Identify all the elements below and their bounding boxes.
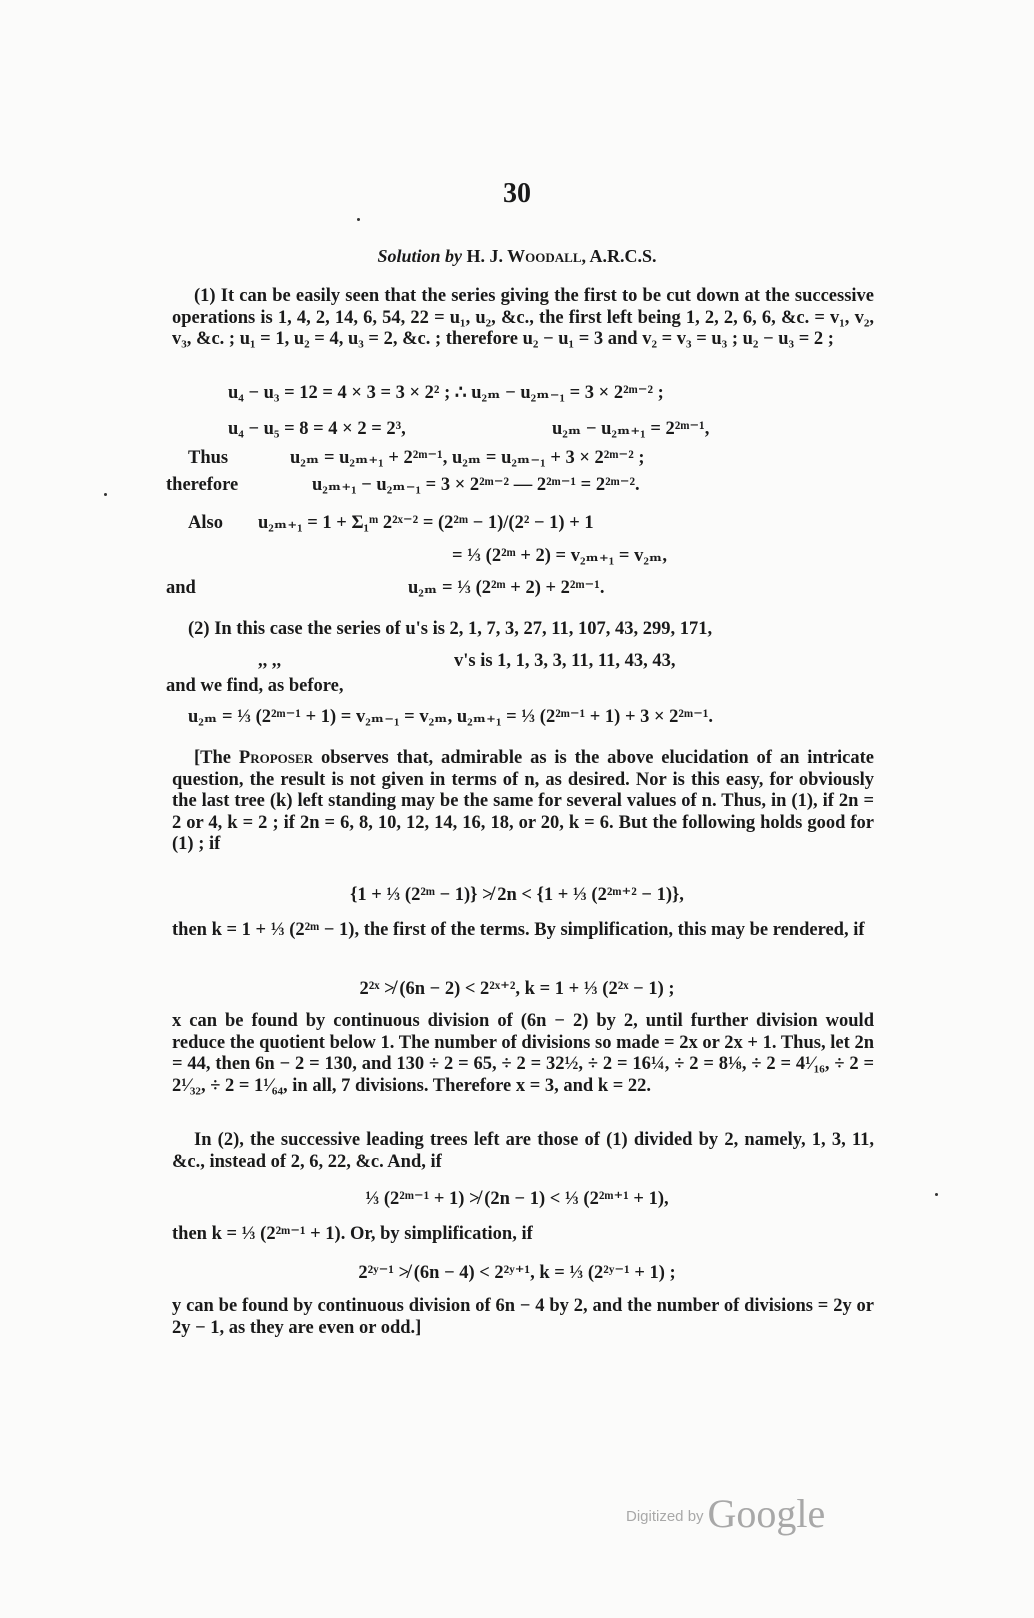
digitized-text: Digitized by [626,1508,704,1525]
digitized-watermark [626,1490,825,1537]
heading-prefix: Solution by [377,246,462,266]
page-number: 30 [503,178,531,209]
speck-mark [357,218,360,221]
paragraph-8: y can be found by continuous division of 6n − 4 by 2, and the number of divisions = 2y or 2y − 1, as they are even or odd.] [172,1296,874,1338]
inequality-2: 2²ˣ ≯ (6n − 2) < 2²ˣ⁺², k = 1 + ⅓ (2²ˣ − 1) ; [359,979,675,999]
heading-author: H. J. Woodall, A.R.C.S. [466,246,657,266]
inequality-3: ⅓ (2²ᵐ⁻¹ + 1) ≯ (2n − 1) < ⅓ (2²ᵐ⁺¹ + 1), [365,1189,669,1209]
paragraph-4: then k = 1 + ⅓ (2²ᵐ − 1), the first of the terms. By simplification, this may be rendered, if [172,920,865,940]
inequality-1: {1 + ⅓ (2²ᵐ − 1)} ≯ 2n < {1 + ⅓ (2²ᵐ⁺² − 1)}, [350,885,684,905]
solution-heading [0,246,1034,267]
and-equation: u₂ₘ = ⅓ (2²ᵐ + 2) + 2²ᵐ⁻¹. [408,578,605,598]
ditto-marks: ,, ,, [258,651,282,671]
equation-1b-right: u₂ₘ − u₂ₘ₊₁ = 2²ᵐ⁻¹, [552,419,710,439]
proposer-paragraph: [The Proposer observes that, admirable as is the above elucidation of an intricate question, the result is not given in terms of n, as desired. Nor is this easy, for obviously the last tree (k) left standing may be the same for several values of n. Thus, in (1), if 2n = 2 or 4, k = 2 ; if 2n = 6, 8, 10, 12, 14, 16, 18, or 20, k = 6. But the following holds good for (1) ; if [172,748,875,854]
also-equation-2: = ⅓ (2²ᵐ + 2) = v₂ₘ₊₁ = v₂ₘ, [452,546,667,566]
therefore-label: therefore [166,475,239,495]
paragraph-1: (1) It can be easily seen that the series giving the first to be cut down at the successive operations is 1, 4, 2, 14, 6, 54, 22 = u₁, u₂, &c., the first left being 1, 2, 2, 6, 6, &c. = v₁, v₂, v₃, &c. ; u₁ = 1, u₂ = 4, u₃ = 2, &c. ; therefore u₂ − u₁ = 3 and v₂ = v₃ = u₃ ; u₂ − u₃ = 2 ; [172,286,874,349]
thus-label: Thus [188,448,229,468]
equation-2: u₂ₘ = ⅓ (2²ᵐ⁻¹ + 1) = v₂ₘ₋₁ = v₂ₘ, u₂ₘ₊₁ = ⅓ (2²ᵐ⁻¹ + 1) + 3 × 2²ᵐ⁻¹. [188,707,714,727]
inequality-4: 2²ʸ⁻¹ ≯ (6n − 4) < 2²ʸ⁺¹, k = ⅓ (2²ʸ⁻¹ + 1) ; [358,1263,676,1283]
speck-mark [104,493,107,496]
also-equation-1: u₂ₘ₊₁ = 1 + Σ₁ᵐ 2²ˣ⁻² = (2²ᵐ − 1)/(2² − 1) + 1 [258,513,594,533]
v-series: v's is 1, 1, 3, 3, 11, 11, 43, 43, [454,651,676,671]
therefore-equation: u₂ₘ₊₁ − u₂ₘ₋₁ = 3 × 2²ᵐ⁻² — 2²ᵐ⁻¹ = 2²ᵐ⁻². [312,475,640,495]
equation-1a: u₄ − u₃ = 12 = 4 × 3 = 3 × 2² ; ∴ u₂ₘ − u₂ₘ₋₁ = 3 × 2²ᵐ⁻² ; [228,383,664,403]
paragraph-2: (2) In this case the series of u's is 2, 1, 7, 3, 27, 11, 107, 43, 299, 171, [188,619,713,639]
equation-1b-left: u₄ − u₅ = 8 = 4 × 2 = 2³, [228,419,406,439]
paragraph-6: In (2), the successive leading trees left are those of (1) divided by 2, namely, 1, 3, 11, &c., instead of 2, 6, 22, &c. And, if [172,1130,874,1172]
also-label: Also [188,513,223,533]
thus-equation: u₂ₘ = u₂ₘ₊₁ + 2²ᵐ⁻¹, u₂ₘ = u₂ₘ₋₁ + 3 × 2²ᵐ⁻² ; [290,448,645,468]
paragraph-5: x can be found by continuous division of (6n − 2) by 2, until further division would reduce the quotient below 1. The number of divisions so made = 2x or 2x + 1. Thus, let 2n = 44, then 6n − 2 = 130, and 130 ÷ 2 = 65, ÷ 2 = 32½, ÷ 2 = 16¼, ÷ 2 = 8⅛, ÷ 2 = 4¹⁄₁₆, ÷ 2 = 2¹⁄₃₂, ÷ 2 = 1¹⁄₆₄, in all, 7 divisions. Therefore x = 3, and k = 22. [172,1011,874,1096]
proposer-word: Proposer [238,748,314,768]
and-label: and [166,578,196,598]
paragraph-7: then k = ⅓ (2²ᵐ⁻¹ + 1). Or, by simplification, if [172,1224,533,1244]
found-text: and we find, as before, [166,676,344,696]
google-logo: Google [707,1491,826,1536]
